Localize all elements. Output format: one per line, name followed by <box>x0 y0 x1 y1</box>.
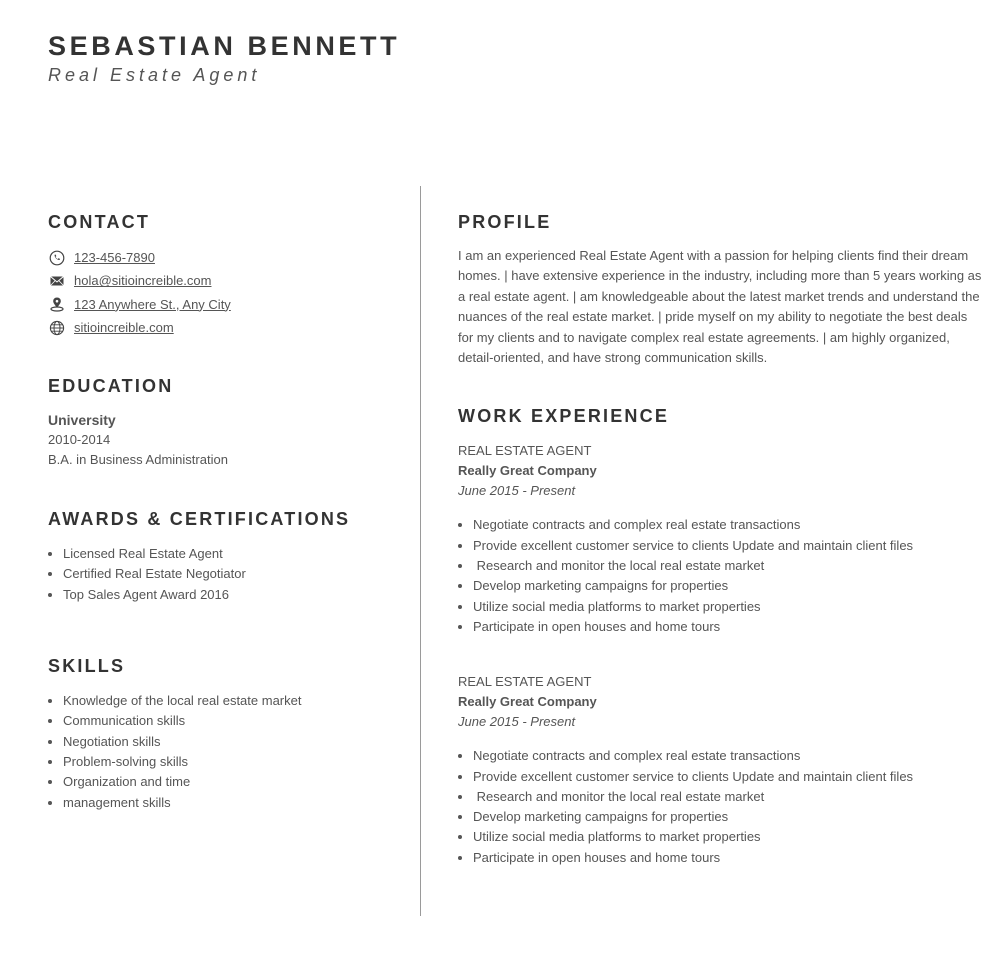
candidate-role: Real Estate Agent <box>48 65 261 85</box>
contact-phone-link[interactable]: 123-456-7890 <box>74 250 155 266</box>
education-heading: EDUCATION <box>48 376 174 397</box>
job-company: Really Great Company <box>458 463 597 479</box>
contact-list <box>48 246 398 339</box>
list-item: • Provide excellent customer service to clients Update and maintain client files <box>473 536 983 556</box>
awards-list <box>48 544 398 605</box>
job-company: Really Great Company <box>458 694 597 710</box>
contact-phone <box>48 246 398 269</box>
list-item: • Top Sales Agent Award 2016 <box>63 585 398 605</box>
mail-icon <box>48 272 66 290</box>
list-item: • Problem-solving skills <box>63 752 398 772</box>
contact-heading: CONTACT <box>48 212 151 232</box>
job-entry <box>458 672 983 868</box>
job-duties <box>458 746 983 868</box>
education-section <box>48 374 398 470</box>
contact-address-link[interactable]: 123 Anywhere St., Any City <box>74 296 231 312</box>
contact-section <box>48 210 398 339</box>
education-school: University <box>48 412 116 429</box>
list-item: • Negotiation skills <box>63 732 398 752</box>
list-item: • Negotiate contracts and complex real estate transactions <box>473 515 983 535</box>
right-column <box>458 210 983 868</box>
job-dates: June 2015 - Present <box>458 483 576 499</box>
contact-email <box>48 269 398 292</box>
list-item: • Utilize social media platforms to market properties <box>473 827 983 847</box>
profile-heading: PROFILE <box>458 212 552 232</box>
list-item: • Organization and time <box>63 772 398 792</box>
work-section <box>458 404 983 868</box>
list-item: • Negotiate contracts and complex real estate transactions <box>473 746 983 766</box>
profile-section <box>458 210 983 368</box>
left-column <box>48 210 398 813</box>
contact-email-link[interactable]: hola@sitioincreible.com <box>74 273 212 289</box>
awards-section <box>48 507 398 605</box>
work-heading: WORK EXPERIENCE <box>458 406 670 427</box>
skills-heading: SKILLS <box>48 656 126 677</box>
job-dates: June 2015 - Present <box>458 714 576 730</box>
job-title: REAL ESTATE AGENT <box>458 443 592 459</box>
job-duties <box>458 515 983 637</box>
contact-website-link[interactable]: sitioincreible.com <box>74 320 174 336</box>
job-entry <box>458 441 983 637</box>
location-pin-icon <box>48 295 66 313</box>
education-years: 2010-2014 <box>48 432 111 448</box>
resume-header <box>48 30 400 86</box>
job-title: REAL ESTATE AGENT <box>458 674 592 690</box>
skills-section <box>48 654 398 813</box>
column-divider <box>420 186 421 916</box>
list-item: • Develop marketing campaigns for properties <box>473 576 983 596</box>
list-item: • Licensed Real Estate Agent <box>63 544 398 564</box>
profile-text: I am an experienced Real Estate Agent with a passion for helping clients find their dream homes. | have extensive experience in the industry, including more than 5 years working as a real estate agent. | am knowledgeable about the latest market trends and understand the nuances of the real estate market. | pride myself on my ability to negotiate the best deals for my clients and to navigate complex real estate agreements. | am highly organized, detail-oriented, and have strong communication skills. <box>458 248 982 366</box>
contact-website <box>48 316 398 339</box>
list-item: • Research and monitor the local real estate market <box>473 787 983 807</box>
contact-address <box>48 293 398 316</box>
globe-icon <box>48 319 66 337</box>
list-item: • Participate in open houses and home tours <box>473 617 983 637</box>
awards-heading: AWARDS & CERTIFICATIONS <box>48 509 351 530</box>
candidate-name: SEBASTIAN BENNETT <box>48 31 401 61</box>
list-item: • Certified Real Estate Negotiator <box>63 564 398 584</box>
list-item: • Develop marketing campaigns for properties <box>473 807 983 827</box>
list-item: • Participate in open houses and home tours <box>473 848 983 868</box>
list-item: • management skills <box>63 793 398 813</box>
list-item: • Communication skills <box>63 711 398 731</box>
list-item: • Utilize social media platforms to market properties <box>473 597 983 617</box>
phone-icon <box>48 249 66 267</box>
list-item: • Knowledge of the local real estate market <box>63 691 398 711</box>
list-item: • Research and monitor the local real estate market <box>473 556 983 576</box>
skills-list <box>48 691 398 813</box>
education-degree: B.A. in Business Administration <box>48 452 228 468</box>
list-item: • Provide excellent customer service to clients Update and maintain client files <box>473 767 983 787</box>
